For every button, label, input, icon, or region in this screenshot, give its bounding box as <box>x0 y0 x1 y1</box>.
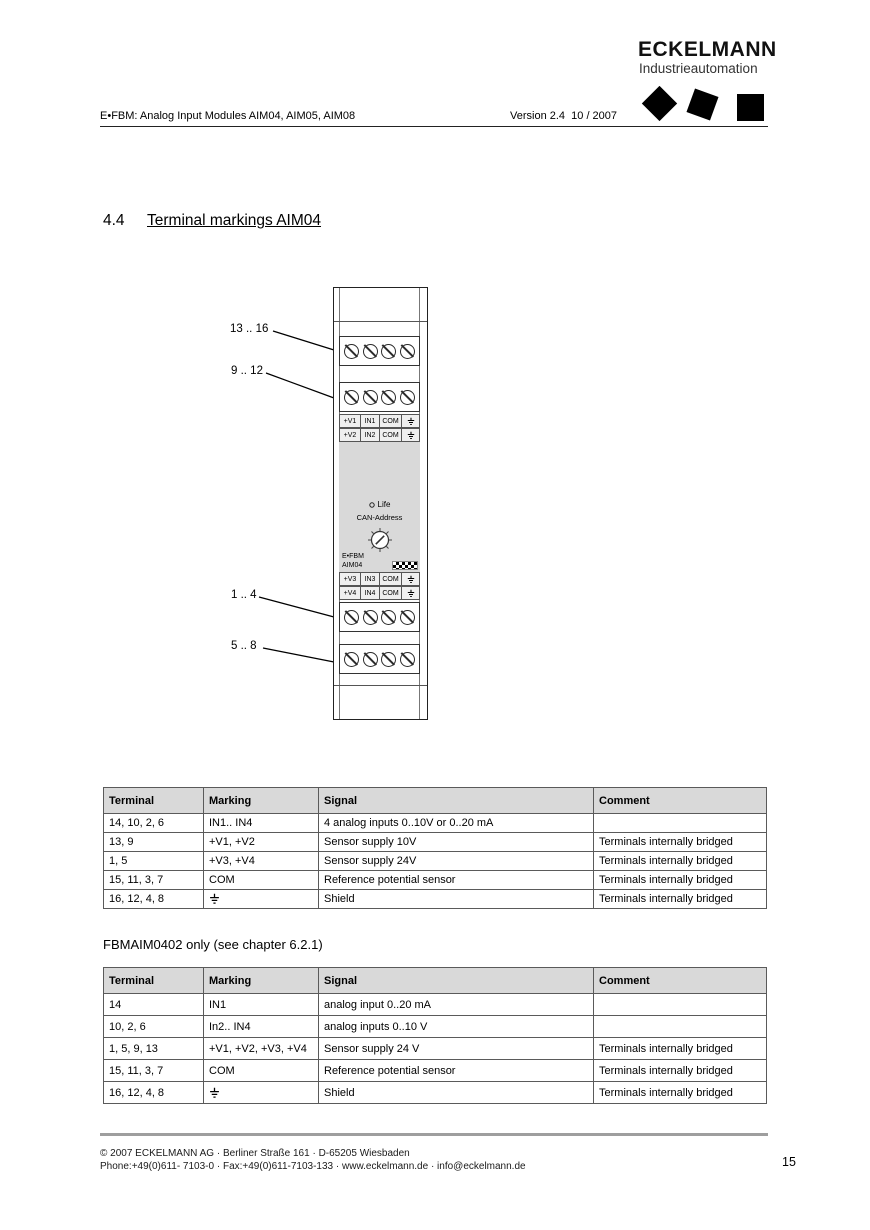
cell-signal: Sensor supply 24 V <box>319 1038 594 1060</box>
can-address-label: CAN-Address <box>356 513 403 522</box>
table-row <box>104 994 767 1016</box>
cell-marking: +V1, +V2 <box>204 833 319 852</box>
terminal-label-row-4 <box>339 586 420 600</box>
terminal-label <box>401 586 420 600</box>
col-header-marking: Marking <box>204 788 319 814</box>
footer-contact: Phone:+49(0)611- 7103-0 · Fax:+49(0)611-7103-133 · www.eckelmann.de · info@eckelmann.de <box>100 1161 526 1172</box>
table-header-row <box>104 788 767 814</box>
terminal-screw-icon <box>344 344 359 359</box>
document-header-title: E•FBM: Analog Input Modules AIM04, AIM05, AIM08 <box>100 110 356 122</box>
earth-ground-icon <box>407 575 415 584</box>
col-header-comment: Comment <box>594 788 767 814</box>
footer-rule <box>100 1133 768 1136</box>
screw-row-1-4 <box>339 602 420 632</box>
life-led-icon <box>369 502 375 508</box>
terminal-label: +V4 <box>339 586 360 600</box>
life-led-row <box>339 500 420 509</box>
fbmaim0402-table <box>103 967 767 1104</box>
terminal-screw-icon <box>363 390 378 405</box>
terminal-label: COM <box>379 572 401 586</box>
cell-terminal: 1, 5 <box>104 852 204 871</box>
cell-signal: analog inputs 0..10 V <box>319 1016 594 1038</box>
cell-terminal: 13, 9 <box>104 833 204 852</box>
brand-subtitle: Industrieautomation <box>639 61 758 76</box>
terminal-label <box>401 428 420 442</box>
cell-signal: Shield <box>319 1082 594 1104</box>
terminal-screw-icon <box>381 390 396 405</box>
cell-terminal: 15, 11, 3, 7 <box>104 871 204 890</box>
terminal-label: COM <box>379 586 401 600</box>
logo-mark-tilted-square-icon <box>683 86 723 122</box>
col-header-terminal: Terminal <box>104 968 204 994</box>
terminal-label <box>401 414 420 428</box>
terminal-screw-icon <box>344 390 359 405</box>
col-header-signal: Signal <box>319 968 594 994</box>
cell-marking: IN1.. IN4 <box>204 814 319 833</box>
module-model-label: AIM04 <box>342 561 363 569</box>
cell-terminal: 16, 12, 4, 8 <box>104 890 204 909</box>
cell-terminal: 14, 10, 2, 6 <box>104 814 204 833</box>
document-version: Version 2.4 10 / 2007 <box>510 110 618 122</box>
screw-row-9-12 <box>339 382 420 412</box>
table-row <box>104 1060 767 1082</box>
footer-copyright: © 2007 ECKELMANN AG · Berliner Straße 161 · D-65205 Wiesbaden <box>100 1148 410 1159</box>
terminal-screw-icon <box>400 390 415 405</box>
module-series-label: E•FBM <box>342 553 364 560</box>
terminal-screw-icon <box>363 344 378 359</box>
earth-ground-icon <box>209 1087 220 1099</box>
fbmaim0402-note: FBMAIM0402 only (see chapter 6.2.1) <box>103 937 323 952</box>
cell-comment: Terminals internally bridged <box>594 1038 767 1060</box>
cell-terminal: 16, 12, 4, 8 <box>104 1082 204 1104</box>
life-led-label: Life <box>377 500 391 509</box>
earth-ground-icon <box>407 431 415 440</box>
col-header-comment: Comment <box>594 968 767 994</box>
cell-marking: COM <box>204 871 319 890</box>
cell-terminal: 10, 2, 6 <box>104 1016 204 1038</box>
terminal-screw-icon <box>400 610 415 625</box>
terminal-screw-icon <box>400 344 415 359</box>
terminal-label: IN1 <box>360 414 379 428</box>
cell-terminal: 15, 11, 3, 7 <box>104 1060 204 1082</box>
cell-comment: Terminals internally bridged <box>594 833 767 852</box>
header-rule <box>100 126 768 127</box>
brand-logo-marks <box>640 86 766 122</box>
cell-marking: In2.. IN4 <box>204 1016 319 1038</box>
table-row <box>104 890 767 909</box>
cell-comment: Terminals internally bridged <box>594 871 767 890</box>
terminal-screw-icon <box>363 652 378 667</box>
terminal-label: IN4 <box>360 586 379 600</box>
callout-1-4: 1 .. 4 <box>231 589 257 601</box>
terminal-label-row-1 <box>339 414 420 428</box>
cell-comment: Terminals internally bridged <box>594 852 767 871</box>
module-front-panel <box>339 442 420 572</box>
module-type-label <box>342 553 418 570</box>
screw-row-5-8 <box>339 644 420 674</box>
col-header-signal: Signal <box>319 788 594 814</box>
cell-marking: +V3, +V4 <box>204 852 319 871</box>
table-row <box>104 1082 767 1104</box>
cell-marking: COM <box>204 1060 319 1082</box>
col-header-marking: Marking <box>204 968 319 994</box>
callout-9-12: 9 .. 12 <box>231 365 263 377</box>
page-number: 15 <box>782 1155 796 1169</box>
callout-5-8: 5 .. 8 <box>231 640 257 652</box>
terminal-markings-table <box>103 787 767 909</box>
cell-comment <box>594 994 767 1016</box>
terminal-screw-icon <box>344 652 359 667</box>
cell-marking <box>204 890 319 909</box>
section-number: 4.4 <box>103 212 125 229</box>
terminal-label-row-3 <box>339 572 420 586</box>
terminal-screw-icon <box>381 344 396 359</box>
terminal-screw-icon <box>381 652 396 667</box>
table-row <box>104 1016 767 1038</box>
screw-row-13-16 <box>339 336 420 366</box>
cell-terminal: 14 <box>104 994 204 1016</box>
terminal-label-row-2 <box>339 428 420 442</box>
module-cap-line-bottom <box>334 685 427 686</box>
terminal-label: IN3 <box>360 572 379 586</box>
logo-mark-diamond-icon <box>640 86 680 122</box>
can-address-rotary-switch <box>367 527 393 553</box>
table-row <box>104 852 767 871</box>
earth-ground-icon <box>407 589 415 598</box>
earth-ground-icon <box>209 893 220 905</box>
terminal-label: +V1 <box>339 414 360 428</box>
cell-marking: +V1, +V2, +V3, +V4 <box>204 1038 319 1060</box>
cell-comment <box>594 1016 767 1038</box>
cell-signal: analog input 0..20 mA <box>319 994 594 1016</box>
module-cap-line-top <box>334 321 427 322</box>
terminal-label: COM <box>379 414 401 428</box>
terminal-screw-icon <box>381 610 396 625</box>
checker-pattern-icon <box>392 561 418 570</box>
cell-signal: Shield <box>319 890 594 909</box>
brand-logo-text: ECKELMANN <box>638 38 777 61</box>
section-title: Terminal markings AIM04 <box>147 212 322 229</box>
earth-ground-icon <box>407 417 415 426</box>
cell-signal: Reference potential sensor <box>319 1060 594 1082</box>
cell-signal: Sensor supply 10V <box>319 833 594 852</box>
terminal-screw-icon <box>400 652 415 667</box>
terminal-label: +V3 <box>339 572 360 586</box>
cell-comment: Terminals internally bridged <box>594 1082 767 1104</box>
terminal-label: +V2 <box>339 428 360 442</box>
terminal-label <box>401 572 420 586</box>
aim04-module-diagram <box>333 287 428 720</box>
table-row <box>104 871 767 890</box>
logo-mark-square-icon <box>726 86 766 122</box>
cell-comment <box>594 814 767 833</box>
table-row <box>104 814 767 833</box>
cell-comment: Terminals internally bridged <box>594 1060 767 1082</box>
cell-marking: IN1 <box>204 994 319 1016</box>
cell-signal: 4 analog inputs 0..10V or 0..20 mA <box>319 814 594 833</box>
col-header-terminal: Terminal <box>104 788 204 814</box>
terminal-label: IN2 <box>360 428 379 442</box>
cell-signal: Reference potential sensor <box>319 871 594 890</box>
terminal-screw-icon <box>344 610 359 625</box>
section-heading <box>103 212 321 230</box>
table-row <box>104 1038 767 1060</box>
cell-marking <box>204 1082 319 1104</box>
callout-13-16: 13 .. 16 <box>230 323 269 335</box>
cell-comment: Terminals internally bridged <box>594 890 767 909</box>
cell-signal: Sensor supply 24V <box>319 852 594 871</box>
table-header-row <box>104 968 767 994</box>
cell-terminal: 1, 5, 9, 13 <box>104 1038 204 1060</box>
terminal-screw-icon <box>363 610 378 625</box>
table-row <box>104 833 767 852</box>
terminal-label: COM <box>379 428 401 442</box>
